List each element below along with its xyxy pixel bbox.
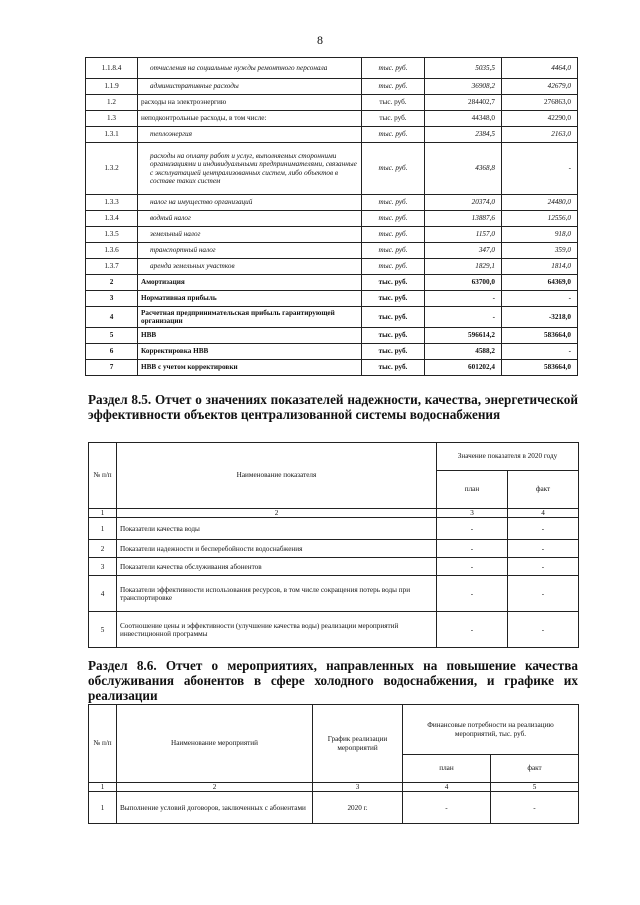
- head-name: Наименование показателя: [117, 443, 437, 509]
- row-value-1: 596614,2: [425, 328, 502, 344]
- indicators-table: [88, 442, 579, 648]
- col-index: 2: [117, 783, 313, 792]
- head-name: Наименование мероприятий: [117, 705, 313, 783]
- row-number: 1.3.6: [86, 243, 138, 259]
- row-unit: тыс. руб.: [362, 360, 425, 376]
- table-row: [86, 291, 578, 307]
- row-unit: тыс. руб.: [362, 243, 425, 259]
- row-value-1: 1157,0: [425, 227, 502, 243]
- head-fact: факт: [491, 755, 579, 783]
- row-number: 7: [86, 360, 138, 376]
- row-value-1: 13887,6: [425, 211, 502, 227]
- row-number: 1.3.2: [86, 143, 138, 195]
- row-unit: тыс. руб.: [362, 328, 425, 344]
- row-number: 5: [86, 328, 138, 344]
- col-index: 5: [491, 783, 579, 792]
- row-value-1: -: [425, 291, 502, 307]
- row-plan: -: [437, 518, 508, 540]
- head-finance: Финансовые потребности на реализацию мероприятий, тыс. руб.: [403, 705, 579, 755]
- row-number: 2: [89, 540, 117, 558]
- row-value-1: 36908,2: [425, 79, 502, 95]
- row-value-2: 4464,0: [502, 58, 578, 79]
- row-unit: тыс. руб.: [362, 211, 425, 227]
- row-value-1: 4368,8: [425, 143, 502, 195]
- table-row: [86, 344, 578, 360]
- row-number: 1.3.4: [86, 211, 138, 227]
- row-number: 3: [89, 558, 117, 576]
- table-row: [86, 95, 578, 111]
- row-number: 4: [89, 576, 117, 612]
- row-value-2: 64369,0: [502, 275, 578, 291]
- row-value-2: 2163,0: [502, 127, 578, 143]
- row-number: 1: [89, 518, 117, 540]
- row-value-1: 347,0: [425, 243, 502, 259]
- table-row: [86, 79, 578, 95]
- row-name: Корректировка НВВ: [138, 344, 362, 360]
- row-fact: -: [508, 612, 579, 648]
- row-name: Соотношение цены и эффективности (улучшение качества воды) реализации мероприятий инвестиционной программы: [117, 612, 437, 648]
- row-value-2: 1814,0: [502, 259, 578, 275]
- row-unit: тыс. руб.: [362, 79, 425, 95]
- row-value-1: 4588,2: [425, 344, 502, 360]
- head-value: Значение показателя в 2020 году: [437, 443, 579, 471]
- row-value-1: 601202,4: [425, 360, 502, 376]
- row-value-2: 12556,0: [502, 211, 578, 227]
- row-unit: тыс. руб.: [362, 259, 425, 275]
- col-index: 2: [117, 509, 437, 518]
- row-number: 1.3.7: [86, 259, 138, 275]
- row-value-1: 1829,1: [425, 259, 502, 275]
- row-unit: тыс. руб.: [362, 111, 425, 127]
- table-row: [86, 243, 578, 259]
- row-name: Показатели качества обслуживания абонентов: [117, 558, 437, 576]
- col-index: 3: [313, 783, 403, 792]
- row-name: расходы на оплату работ и услуг, выполняемых сторонними организациями и индивидуальными предпринимателями, связанные с эксплуатацией централизованных систем, либо объектов в составе таких систем: [138, 143, 362, 195]
- table-row: [86, 227, 578, 243]
- row-value-2: -: [502, 344, 578, 360]
- row-unit: тыс. руб.: [362, 307, 425, 328]
- row-plan: -: [437, 612, 508, 648]
- col-index: 1: [89, 509, 117, 518]
- row-number: 1.3.1: [86, 127, 138, 143]
- row-number: 1.3: [86, 111, 138, 127]
- row-plan: -: [403, 792, 491, 824]
- table-row: [89, 792, 579, 824]
- row-plan: -: [437, 558, 508, 576]
- row-value-2: 42679,0: [502, 79, 578, 95]
- table-row: [86, 360, 578, 376]
- table-row: [89, 612, 579, 648]
- table-row: [89, 518, 579, 540]
- row-value-2: 24480,0: [502, 195, 578, 211]
- row-value-1: 63700,0: [425, 275, 502, 291]
- head-schedule: График реализации мероприятий: [313, 705, 403, 783]
- table-row: [86, 275, 578, 291]
- col-index: 3: [437, 509, 508, 518]
- row-name: административные расходы: [138, 79, 362, 95]
- row-value-1: -: [425, 307, 502, 328]
- row-value-2: -: [502, 143, 578, 195]
- row-name: Показатели качества воды: [117, 518, 437, 540]
- row-value-2: 276863,0: [502, 95, 578, 111]
- measures-table: [88, 704, 579, 824]
- row-number: 6: [86, 344, 138, 360]
- head-num: № п/п: [89, 443, 117, 509]
- row-value-2: 583664,0: [502, 328, 578, 344]
- row-number: 2: [86, 275, 138, 291]
- cost-table: [85, 57, 578, 376]
- row-name: Амортизация: [138, 275, 362, 291]
- table-row: [86, 307, 578, 328]
- table-row: [89, 558, 579, 576]
- row-name: Расчетная предпринимательская прибыль гарантирующей организации: [138, 307, 362, 328]
- row-name: налог на имущество организаций: [138, 195, 362, 211]
- table-row: [86, 328, 578, 344]
- row-value-2: 359,0: [502, 243, 578, 259]
- row-value-2: -3218,0: [502, 307, 578, 328]
- table-row: [89, 540, 579, 558]
- row-number: 4: [86, 307, 138, 328]
- row-fact: -: [508, 540, 579, 558]
- row-value-1: 44348,0: [425, 111, 502, 127]
- row-value-2: -: [502, 291, 578, 307]
- row-number: 1.3.3: [86, 195, 138, 211]
- row-fact: -: [508, 558, 579, 576]
- row-name: НВВ: [138, 328, 362, 344]
- row-value-1: 2384,5: [425, 127, 502, 143]
- row-unit: тыс. руб.: [362, 227, 425, 243]
- row-name: отчисления на социальные нужды ремонтного персонала: [138, 58, 362, 79]
- row-name: аренда земельных участков: [138, 259, 362, 275]
- row-unit: тыс. руб.: [362, 291, 425, 307]
- row-unit: тыс. руб.: [362, 58, 425, 79]
- table-row: [86, 195, 578, 211]
- row-value-1: 20374,0: [425, 195, 502, 211]
- section-8-6-heading: Раздел 8.6. Отчет о мероприятиях, направленных на повышение качества обслуживания абонентов в сфере холодного водоснабжения, и графике их реализации: [88, 658, 578, 703]
- row-plan: -: [437, 540, 508, 558]
- row-fact: -: [508, 576, 579, 612]
- row-name: транспортный налог: [138, 243, 362, 259]
- table-row: [89, 576, 579, 612]
- table-row: [86, 259, 578, 275]
- row-plan: -: [437, 576, 508, 612]
- section-8-5-heading: Раздел 8.5. Отчет о значениях показателей надежности, качества, энергетической эффективности объектов централизованной системы водоснабжения: [88, 392, 578, 422]
- row-unit: тыс. руб.: [362, 344, 425, 360]
- row-number: 3: [86, 291, 138, 307]
- row-name: расходы на электроэнергию: [138, 95, 362, 111]
- row-number: 1: [89, 792, 117, 824]
- row-unit: тыс. руб.: [362, 127, 425, 143]
- head-num: № п/п: [89, 705, 117, 783]
- table-row: [86, 143, 578, 195]
- row-name: Показатели надежности и бесперебойности водоснабжения: [117, 540, 437, 558]
- row-value-2: 42290,0: [502, 111, 578, 127]
- row-name: неподконтрольные расходы, в том числе:: [138, 111, 362, 127]
- row-name: Нормативная прибыль: [138, 291, 362, 307]
- row-fact: -: [491, 792, 579, 824]
- row-name: водный налог: [138, 211, 362, 227]
- row-name: Показатели эффективности использования ресурсов, в том числе сокращения потерь воды при транспортировке: [117, 576, 437, 612]
- col-index: 1: [89, 783, 117, 792]
- row-fact: -: [508, 518, 579, 540]
- head-fact: факт: [508, 471, 579, 509]
- head-plan: план: [437, 471, 508, 509]
- row-number: 1.2: [86, 95, 138, 111]
- row-name: НВВ с учетом корректировки: [138, 360, 362, 376]
- table-row: [86, 211, 578, 227]
- table-row: [86, 127, 578, 143]
- row-unit: тыс. руб.: [362, 195, 425, 211]
- table-row: [86, 111, 578, 127]
- row-value-1: 5035,5: [425, 58, 502, 79]
- page-number: 8: [317, 33, 323, 47]
- row-name: земельный налог: [138, 227, 362, 243]
- row-value-2: 583664,0: [502, 360, 578, 376]
- row-number: 1.1.8.4: [86, 58, 138, 79]
- row-name: Выполнение условий договоров, заключенных с абонентами: [117, 792, 313, 824]
- table-row: [86, 58, 578, 79]
- row-unit: тыс. руб.: [362, 275, 425, 291]
- row-unit: тыс. руб.: [362, 143, 425, 195]
- row-number: 1.1.9: [86, 79, 138, 95]
- row-name: теплоэнергия: [138, 127, 362, 143]
- row-number: 5: [89, 612, 117, 648]
- row-number: 1.3.5: [86, 227, 138, 243]
- head-plan: план: [403, 755, 491, 783]
- row-value-1: 284402,7: [425, 95, 502, 111]
- col-index: 4: [403, 783, 491, 792]
- row-schedule: 2020 г.: [313, 792, 403, 824]
- col-index: 4: [508, 509, 579, 518]
- row-value-2: 918,0: [502, 227, 578, 243]
- row-unit: тыс. руб.: [362, 95, 425, 111]
